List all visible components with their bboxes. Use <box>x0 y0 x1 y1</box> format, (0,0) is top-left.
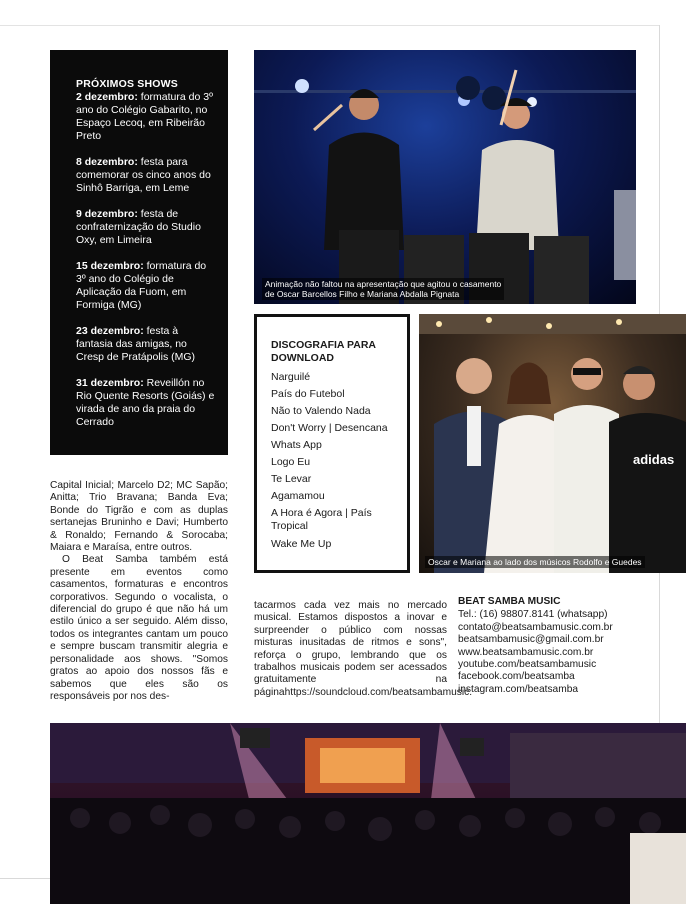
show-entry <box>76 377 216 429</box>
contact-email-alt: beatsambamusic@gmail.com.br <box>458 634 604 646</box>
caption-line: de Oscar Barcellos Filho e Mariana Abdalla Pignata <box>265 289 460 299</box>
show-description: festa para comemorar os cinco anos do Sinhô Barriga, em Leme <box>76 156 211 194</box>
wedding-illustration <box>419 314 686 573</box>
track-item: Logo Eu <box>271 456 311 468</box>
show-date: 9 dezembro: <box>76 208 138 220</box>
article-column-2: tacarmos cada vez mais no mercado musical. Estamos dispostos a inovar e surpreender o público com nossas misturas inusitadas de ritmos e sons", reforça o grupo, lembrando que os trabalhos musicais podem ser acessados gratuitamente na páginahttps://soundcloud.com/beatsambamusic. <box>254 600 473 698</box>
article-paragraph: O Beat Samba também está presente em eventos como casamentos, formaturas e encontros corporativos. Segundo o vocalista, o diferencial do grupo é que não há um estilo único a ser seguido. Além disso, todos os integrantes cantam um pouco e sempre buscam transmitir alegria e personalidade aos shows. "Somos gratos ao apoio dos nossos fãs e sabemos que eles são os responsáveis por nos des- <box>50 554 228 702</box>
discography-title: DISCOGRAFIA PARA DOWNLOAD <box>271 339 376 364</box>
contact-block <box>458 596 658 696</box>
show-description: festa à fantasia das amigas, no Cresp de Pratápolis (MG) <box>76 325 196 363</box>
show-description: formatura do 3º ano do Colégio de Aplicação da Fuom, em Formiga (MG) <box>76 260 207 311</box>
caption-line: Animação não faltou na apresentação que agitou o casamento <box>265 279 502 289</box>
contact-facebook: facebook.com/beatsamba <box>458 671 575 683</box>
track-item: Narguilé <box>271 371 311 383</box>
track-item: Não to Valendo Nada <box>271 405 371 417</box>
crowd-illustration <box>50 723 686 904</box>
discography-list <box>271 369 399 553</box>
top-rule <box>0 25 660 26</box>
drummers-illustration <box>254 50 636 304</box>
shirt-logo: adidas <box>633 452 675 467</box>
contact-email: contato@beatsambamusic.com.br <box>458 621 613 633</box>
show-entry <box>76 91 216 143</box>
show-entry <box>76 208 216 247</box>
bottom-rule <box>0 878 50 879</box>
article-paragraph: Capital Inicial; Marcelo D2; MC Sapão; Anitta; Trio Bravana; Banda Eva; Bonde do Tigrão e com as duplas sertanejas Bruninho e Davi; Humberto & Ronaldo; Fernando & Sorocaba; Maiara e Maraísa, entre outros. <box>50 480 228 554</box>
show-date: 23 dezembro: <box>76 325 144 337</box>
concert-crowd-photo <box>50 723 686 904</box>
track-item: Agamamou <box>271 490 325 502</box>
show-entry <box>76 260 216 312</box>
wedding-photo-caption: Oscar e Mariana ao lado dos músicos Rodolfo e Guedes <box>425 556 645 568</box>
show-description: formatura do 3º ano do Colégio Gabarito, no Espaço Lecoq, em Ribeirão Preto <box>76 91 213 142</box>
show-description: Reveillón no Rio Quente Resorts (Goiás) e virada de ano da praia do Cerrado <box>76 377 215 428</box>
track-item: Don't Worry | Desencana <box>271 422 388 434</box>
show-entry <box>76 156 216 195</box>
contact-instagram: instagram.com/beatsamba <box>458 683 579 695</box>
track-item: Te Levar <box>271 473 312 485</box>
wedding-group-photo <box>419 314 686 573</box>
contact-website: www.beatsambamusic.com.br <box>458 646 594 658</box>
drummers-photo-caption <box>262 278 504 300</box>
show-description: festa de confraternização do Studio Oxy, em Limeira <box>76 208 201 246</box>
upcoming-shows-title: PRÓXIMOS SHOWS <box>76 78 178 90</box>
article-column-1 <box>50 480 228 703</box>
show-date: 2 dezembro: <box>76 91 138 103</box>
track-item: Whats App <box>271 439 322 451</box>
upcoming-shows-box <box>50 50 228 455</box>
contact-youtube: youtube.com/beatsambamusic <box>458 659 597 671</box>
show-date: 15 dezembro: <box>76 260 144 272</box>
show-date: 31 dezembro: <box>76 377 144 389</box>
contact-phone: Tel.: (16) 98807.8141 (whatsapp) <box>458 609 608 621</box>
contact-title: BEAT SAMBA MUSIC <box>458 596 561 607</box>
drummers-stage-photo <box>254 50 636 304</box>
show-entry <box>76 325 216 364</box>
track-item: Wake Me Up <box>271 538 332 550</box>
track-item: País do Futebol <box>271 388 345 400</box>
show-date: 8 dezembro: <box>76 156 138 168</box>
track-item: A Hora é Agora | País Tropical <box>271 507 372 532</box>
discography-box <box>254 314 410 573</box>
